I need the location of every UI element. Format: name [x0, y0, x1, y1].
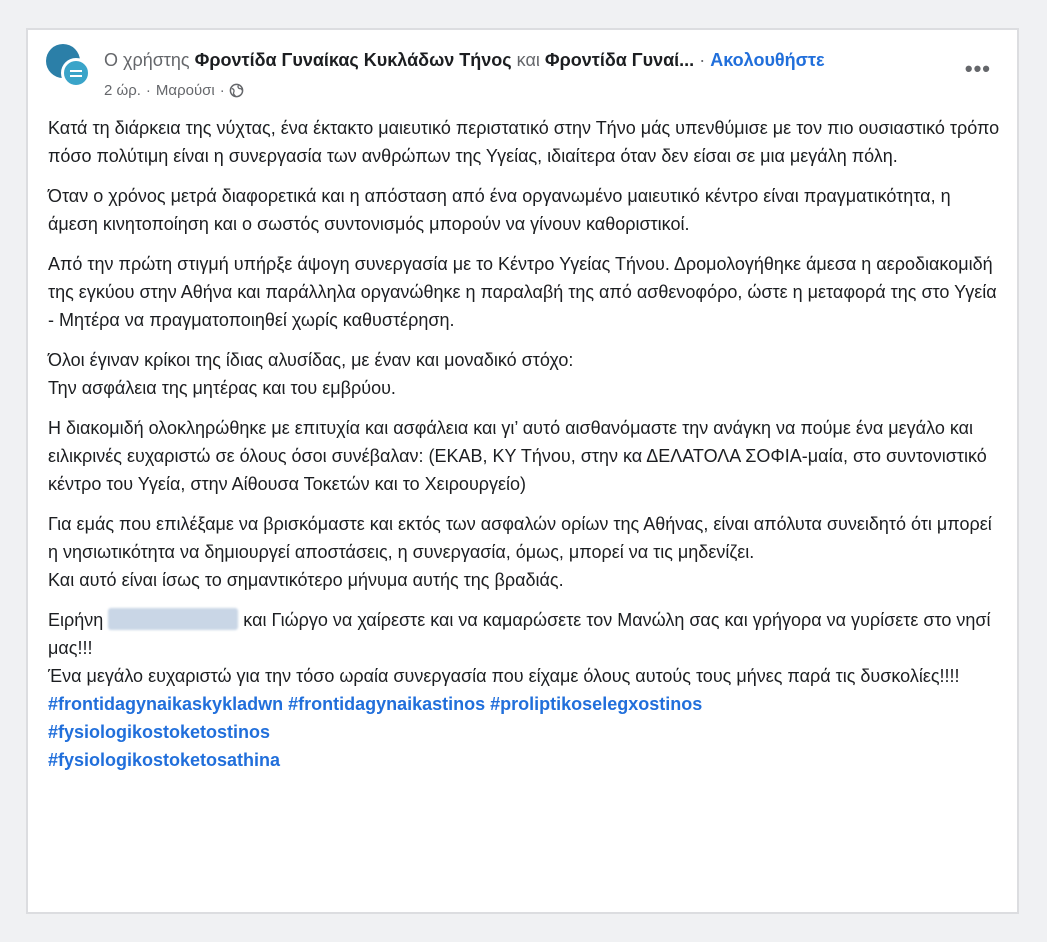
post-time[interactable]: 2 ώρ.: [104, 82, 141, 99]
follow-button[interactable]: Ακολουθήστε: [710, 50, 825, 70]
post-header: [46, 44, 997, 106]
hashtag-link[interactable]: #proliptikoselegxostinos: [490, 694, 703, 714]
post-line-6b: Και αυτό είναι ίσως το σημαντικότερο μήνυμα αυτής της βραδιάς.: [48, 570, 564, 590]
globe-icon: [229, 83, 244, 98]
post-location[interactable]: Μαρούσι: [155, 82, 215, 99]
redacted-surname: [108, 608, 238, 630]
meta-separator: ·: [219, 82, 225, 99]
author-conjunction: και: [516, 50, 540, 70]
author-line: [104, 50, 825, 71]
post-paragraph-4: [48, 346, 1003, 402]
post-meta: [104, 82, 244, 99]
post-paragraph-1: Κατά τη διάρκεια της νύχτας, ένα έκτακτο μαιευτικό περιστατικό στην Τήνο μάς υπενθύμισε με τον πιο ουσιαστικό τρόπο πόσο πολύτιμη είναι η συνεργασία των ανθρώπων της Υγείας, ιδιαίτερα όταν δεν είσαι σε μια μεγάλη πόλη.: [48, 118, 1000, 166]
post-line-7b: Ένα μεγάλο ευχαριστώ για την τόσο ωραία συνεργασία που είχαμε όλους αυτούς τους μήνες παρά τις δυσκολίες!!!!: [48, 666, 960, 686]
post-paragraph-6: [48, 510, 1003, 594]
post-line-4b: Την ασφάλεια της μητέρας και του εμβρύου.: [48, 378, 396, 398]
avatar-circle-front: [61, 58, 91, 88]
post-line-7a: και Γιώργο να χαίρεστε και να καμαρώσετε τον Μανώλη σας και γρήγορα να γυρίσετε στο νησί μας!!!: [48, 610, 991, 658]
post-line-4a: Όλοι έγιναν κρίκοι της ίδιας αλυσίδας, με έναν και μοναδικό στόχο:: [48, 350, 574, 370]
post-paragraph-2: Όταν ο χρόνος μετρά διαφορετικά και η απόσταση από ένα οργανωμένο μαιευτικό κέντρο είναι πραγματικότητα, η άμεση κινητοποίηση και ο σωστός συντονισμός μπορούν να γίνουν καθοριστικοί.: [48, 186, 951, 234]
hashtag-link[interactable]: #fysiologikostoketosathina: [48, 750, 281, 770]
post-paragraph-5: Η διακομιδή ολοκληρώθηκε με επιτυχία και ασφάλεια και γι’ αυτό αισθανόμαστε την ανάγκη να πούμε ένα μεγάλο και ειλικρινές ευχαριστώ σε όλους όσοι συνέβαλαν: (ΕΚΑΒ, ΚΥ Τήνου, στην κα ΔΕΛΑΤΟΛΑ ΣΟΦΙΑ-μαία, στο συντονιστικό κέντρο του Υγεία, στην Αίθουσα Τοκετών και το Χειρουργείο): [48, 418, 987, 494]
follow-separator: ·: [699, 50, 706, 70]
hashtag-link[interactable]: #frontidagynaikaskykladwn: [48, 694, 284, 714]
hashtag-link[interactable]: #fysiologikostoketostinos: [48, 722, 271, 742]
hashtag-list: [48, 690, 1003, 774]
post-paragraph-7: [48, 606, 1003, 690]
post-body: [48, 114, 1003, 774]
meta-separator: ·: [145, 82, 151, 99]
post-line-6a: Για εμάς που επιλέξαμε να βρισκόμαστε και εκτός των ασφαλών ορίων της Αθήνας, είναι απόλυτα συνειδητό ότι μπορεί η νησιωτικότητα να δημιουργεί αποστάσεις, η συνεργασία, όμως, μπορεί να τις μηδενίζει.: [48, 514, 992, 562]
more-dots-icon[interactable]: •••: [964, 56, 991, 81]
author-link-1[interactable]: Φροντίδα Γυναίκας Κυκλάδων Τήνος: [194, 50, 512, 70]
hashtag-link[interactable]: #frontidagynaikastinos: [288, 694, 486, 714]
author-link-2[interactable]: Φροντίδα Γυναί...: [544, 50, 695, 70]
page-avatar[interactable]: [46, 44, 92, 90]
post-name: Ειρήνη: [48, 610, 104, 630]
post-paragraph-3: Από την πρώτη στιγμή υπήρξε άψογη συνεργασία με το Κέντρο Υγείας Τήνου. Δρομολογήθηκε άμεσα η αεροδιακομιδή της εγκύου στην Αθήνα και παράλληλα οργανώθηκε η παραλαβή της από ασθενοφόρο, ώστε η μεταφορά της στο Υγεία - Μητέρα να πραγματοποιηθεί χωρίς καθυστέρηση.: [48, 254, 997, 330]
author-prefix: Ο χρήστης: [104, 50, 190, 70]
post-card: [26, 28, 1019, 914]
